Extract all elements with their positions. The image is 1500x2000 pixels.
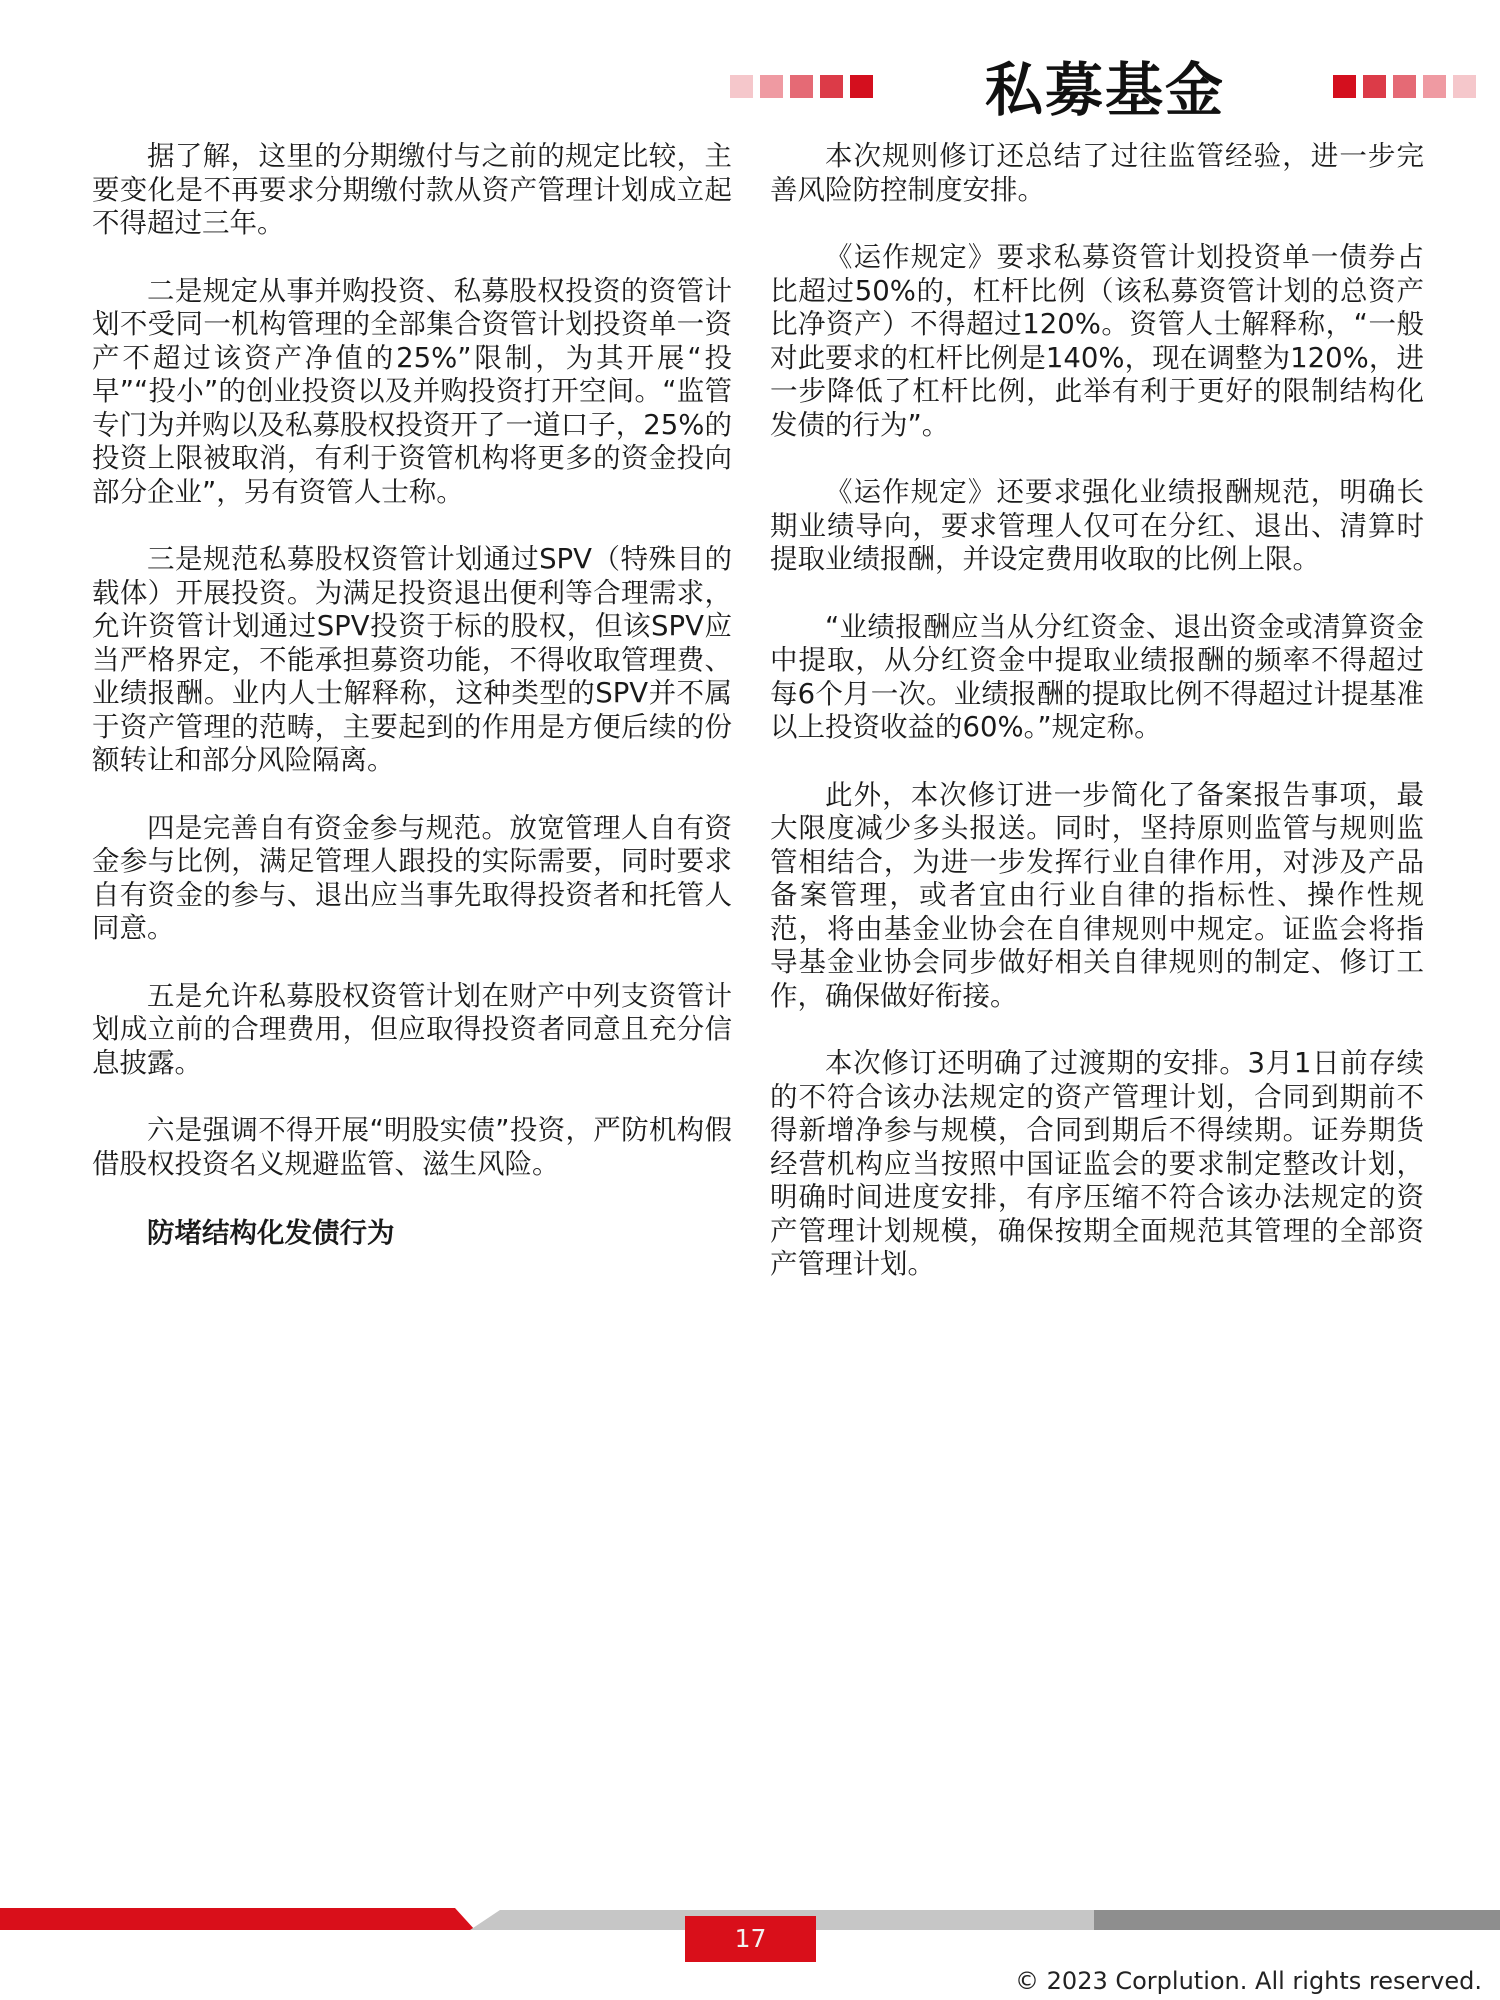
paragraph: 六是强调不得开展“明股实债”投资，严防机构假借股权投资名义规避监管、滋生风险。 <box>92 1114 732 1180</box>
paragraph: 四是完善自有资金参与规范。放宽管理人自有资金参与比例，满足管理人跟投的实际需要，同时要求自有资金的参与、退出应当事先取得投资者和托管人同意。 <box>92 811 732 944</box>
header-squares-right <box>1333 75 1476 98</box>
left-column <box>92 140 732 1285</box>
copyright-notice: © 2023 Corplution. All rights reserved. <box>1015 1967 1482 1995</box>
decor-square <box>1333 75 1356 98</box>
decor-square <box>1363 75 1386 98</box>
paragraph: 《运作规定》还要求强化业绩报酬规范，明确长期业绩导向，要求管理人仅可在分红、退出、清算时提取业绩报酬，并设定费用收取的比例上限。 <box>770 476 1424 575</box>
decor-square <box>820 75 843 98</box>
paragraph: 二是规定从事并购投资、私募股权投资的资管计划不受同一机构管理的全部集合资管计划投资单一资产不超过该资产净值的25%”限制，为其开展“投早”“投小”的创业投资以及并购投资打开空间。“监管专门为并购以及私募股权投资开了一道口子，25%的投资上限被取消，有利于资管机构将更多的资金投向部分企业”，另有资管人士称。 <box>92 274 732 508</box>
decor-square <box>730 75 753 98</box>
decor-square <box>790 75 813 98</box>
page-title: 私募基金 <box>985 56 1226 124</box>
footer-gray-wedge <box>470 1910 500 1930</box>
page-number: 17 <box>685 1916 816 1962</box>
header-squares-left <box>730 75 873 98</box>
section-heading: 防堵结构化发债行为 <box>147 1217 395 1249</box>
footer-red-bar <box>0 1908 475 1930</box>
page-header <box>0 50 1500 130</box>
paragraph: “业绩报酬应当从分红资金、退出资金或清算资金中提取，从分红资金中提取业绩报酬的频率不得超过每6个月一次。业绩报酬的提取比例不得超过计提基准以上投资收益的60%。”规定称。 <box>770 610 1424 743</box>
paragraph: 据了解，这里的分期缴付与之前的规定比较，主要变化是不再要求分期缴付款从资产管理计划成立起不得超过三年。 <box>92 140 732 239</box>
paragraph: 五是允许私募股权资管计划在财产中列支资管计划成立前的合理费用，但应取得投资者同意且充分信息披露。 <box>92 979 732 1079</box>
decor-square <box>1423 75 1446 98</box>
footer-dark-gray-bar <box>1094 1910 1500 1930</box>
decor-square <box>850 75 873 98</box>
paragraph: 本次规则修订还总结了过往监管经验，进一步完善风险防控制度安排。 <box>770 140 1424 206</box>
decor-square <box>1393 75 1416 98</box>
paragraph: 三是规范私募股权资管计划通过SPV（特殊目的载体）开展投资。为满足投资退出便利等合理需求，允许资管计划通过SPV投资于标的股权，但该SPV应当严格界定，不能承担募资功能，不得收取管理费、业绩报酬。业内人士解释称，这种类型的SPV并不属于资产管理的范畴，主要起到的作用是方便后续的份额转让和部分风险隔离。 <box>92 543 732 776</box>
paragraph: 《运作规定》要求私募资管计划投资单一债券占比超过50%的，杠杆比例（该私募资管计划的总资产比净资产）不得超过120%。资管人士解释称，“一般对此要求的杠杆比例是140%，现在调整为120%，进一步降低了杠杆比例，此举有利于更好的限制结构化发债的行为”。 <box>770 241 1424 441</box>
paragraph: 此外，本次修订进一步简化了备案报告事项，最大限度减少多头报送。同时，坚持原则监管与规则监管相结合，为进一步发挥行业自律作用，对涉及产品备案管理，或者宜由行业自律的指标性、操作性规范，将由基金业协会在自律规则中规定。证监会将指导基金业协会同步做好相关自律规则的制定、修订工作，确保做好衔接。 <box>770 778 1424 1012</box>
paragraph: 本次修订还明确了过渡期的安排。3月1日前存续的不符合该办法规定的资产管理计划，合同到期前不得新增净参与规模，合同到期后不得续期。证券期货经营机构应当按照中国证监会的要求制定整改计划，明确时间进度安排，有序压缩不符合该办法规定的资产管理计划规模，确保按期全面规范其管理的全部资产管理计划。 <box>770 1047 1424 1280</box>
decor-square <box>760 75 783 98</box>
right-column <box>770 140 1424 1316</box>
decor-square <box>1453 75 1476 98</box>
